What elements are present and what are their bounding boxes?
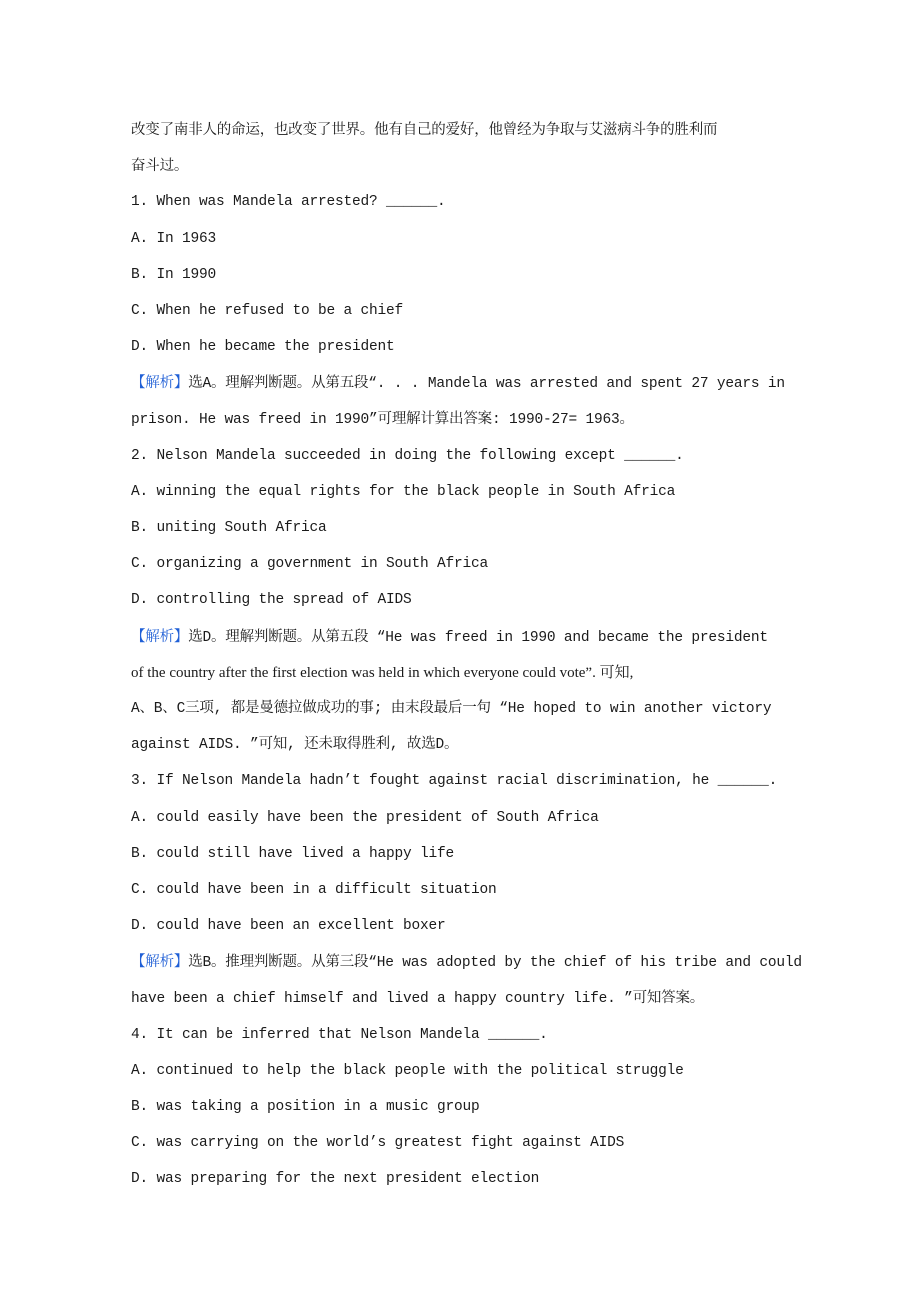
question-2-option-a: A. winning the equal rights for the black people in South Africa [131, 483, 676, 500]
question-2-option-b: B. uniting South Africa [131, 520, 327, 537]
analysis-tag: 【解析】 [131, 954, 189, 971]
question-1-option-a: A. In 1963 [131, 230, 217, 247]
question-3-option-c: C. could have been in a difficult situation [131, 881, 497, 898]
question-2-analysis-line-4: against AIDS. ”可知, 还未取得胜利, 故选D。 [131, 737, 459, 754]
question-4-stem: 4. It can be inferred that Nelson Mandela ______. [131, 1026, 548, 1043]
question-4-option-b: B. was taking a position in a music group [131, 1099, 480, 1116]
question-4-option-d: D. was preparing for the next president election [131, 1171, 540, 1188]
intro-line-1: 改变了南非人的命运，也改变了世界。他有自己的爱好，他曾经为争取与艾滋病斗争的胜利而 [131, 122, 718, 138]
question-1-option-d: D. When he became the president [131, 339, 395, 356]
question-3-option-b: B. could still have lived a happy life [131, 845, 455, 862]
question-1-stem: 1. When was Mandela arrested? ______. [131, 194, 446, 211]
question-3-analysis-line-2: have been a chief himself and lived a happy country life. ”可知答案。 [131, 990, 705, 1007]
analysis-tag: 【解析】 [131, 375, 189, 392]
question-3-option-a: A. could easily have been the president of South Africa [131, 809, 599, 826]
question-3-stem: 3. If Nelson Mandela hadn’t fought against racial discrimination, he ______. [131, 773, 778, 790]
analysis-tag: 【解析】 [131, 628, 189, 645]
question-2-option-c: C. organizing a government in South Africa [131, 556, 489, 573]
question-2-analysis-line-2: of the country after the first election was held in which everyone could vote”. 可知, [131, 664, 634, 681]
question-1-option-c: C. When he refused to be a chief [131, 302, 404, 319]
analysis-text: 选A。理解判断题。从第五段“. . . Mandela was arrested and spent 27 years in [188, 376, 785, 393]
document-page [131, 112, 831, 1198]
question-1-analysis-line-1 [131, 365, 831, 401]
question-4-option-c: C. was carrying on the world’s greatest fight against AIDS [131, 1135, 625, 1152]
intro-line-2: 奋斗过。 [131, 158, 189, 175]
question-4-option-a: A. continued to help the black people with the political struggle [131, 1062, 684, 1079]
question-3-analysis-line-1 [131, 944, 831, 980]
question-2-option-d: D. controlling the spread of AIDS [131, 592, 412, 609]
question-2-analysis-line-1 [131, 619, 831, 655]
question-1-analysis-line-2: prison. He was freed in 1990”可理解计算出答案: 1990-27= 1963。 [131, 411, 634, 428]
question-2-analysis-line-3: A、B、C三项, 都是曼德拉做成功的事; 由末段最后一句 “He hoped to win another victory [131, 701, 772, 717]
question-2-stem: 2. Nelson Mandela succeeded in doing the following except ______. [131, 447, 684, 464]
question-1-option-b: B. In 1990 [131, 266, 217, 283]
analysis-text: 选D。理解判断题。从第五段 “He was freed in 1990 and became the president [188, 629, 768, 646]
analysis-text: 选B。推理判断题。从第三段“He was adopted by the chief of his tribe and could [188, 955, 802, 972]
question-3-option-d: D. could have been an excellent boxer [131, 918, 446, 935]
